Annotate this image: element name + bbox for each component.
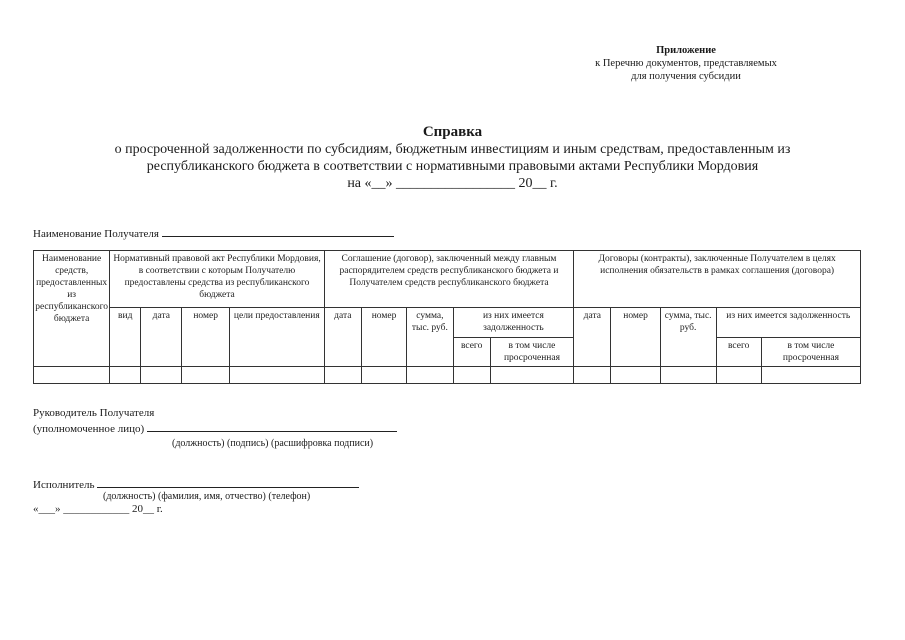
group-legal-act: Нормативный правовой акт Республики Мордовия, в соответствии с которым Получателю предоставлены средства из республиканского бюджета xyxy=(110,251,324,308)
document-date-line: на «__» _________________ 20__ г. xyxy=(347,176,558,191)
col-funds-name: Наименование средств, предоставленных из республиканского бюджета xyxy=(34,251,110,367)
signature-date-line: «___» ____________ 20__ г. xyxy=(33,503,163,515)
col-agr-sum: сумма, тыс. руб. xyxy=(407,308,453,367)
col-agr-total: всего xyxy=(453,338,490,367)
col-agr-overdue: в том числе просроченная xyxy=(490,338,574,367)
table-row-empty xyxy=(34,367,861,384)
table-cell xyxy=(660,367,716,384)
col-con-total: всего xyxy=(716,338,761,367)
document-subtitle-line-1: о просроченной задолженности по субсидиям, бюджетным инвестициям и иным средствам, предоставленным из xyxy=(114,142,791,157)
col-agr-date: дата xyxy=(324,308,361,367)
col-act-type: вид xyxy=(110,308,141,367)
document-title: Справка xyxy=(422,124,483,140)
col-agr-debt: из них имеется задолженность xyxy=(453,308,574,338)
col-con-overdue: в том числе просроченная xyxy=(761,338,860,367)
document-subtitle-line-2: республиканского бюджета в соответствии с нормативными правовыми актами Республики Мордовия xyxy=(146,159,759,174)
col-con-sum: сумма, тыс. руб. xyxy=(660,308,716,367)
recipient-field xyxy=(33,226,394,240)
col-con-date: дата xyxy=(574,308,611,367)
head-signature-line xyxy=(33,421,397,436)
table-cell xyxy=(141,367,182,384)
group-agreement: Соглашение (договор), заключенный между главным распорядителем средств республиканского бюджета и Получателем средств республиканского бюджета xyxy=(324,251,574,308)
group-contracts: Договоры (контракты), заключенные Получателем в целях исполнения обязательств в рамках соглашения (договора) xyxy=(574,251,861,308)
table-cell xyxy=(361,367,406,384)
appendix-title: Приложение xyxy=(656,45,716,56)
table-cell xyxy=(453,367,490,384)
col-agr-number: номер xyxy=(361,308,406,367)
appendix-line-1: к Перечню документов, представляемых xyxy=(595,58,777,69)
executor-caption: (должность) (фамилия, имя, отчество) (телефон) xyxy=(103,491,311,502)
col-con-number: номер xyxy=(611,308,660,367)
table-cell xyxy=(716,367,761,384)
head-signature-caption: (должность) (подпись) (расшифровка подписи) xyxy=(172,438,374,449)
executor-label: Исполнитель xyxy=(33,479,95,491)
table-cell xyxy=(407,367,453,384)
col-act-number: номер xyxy=(182,308,229,367)
document-header xyxy=(60,124,845,192)
table-cell xyxy=(110,367,141,384)
head-signature-label: Руководитель Получателя xyxy=(33,407,155,419)
appendix-line-2: для получения субсидии xyxy=(631,71,741,82)
col-act-date: дата xyxy=(141,308,182,367)
appendix-note xyxy=(560,44,812,83)
table-cell xyxy=(611,367,660,384)
table-cell xyxy=(324,367,361,384)
executor-blank xyxy=(97,477,359,488)
recipient-label: Наименование Получателя xyxy=(33,228,159,240)
table-cell xyxy=(229,367,324,384)
head-authorized-label: (уполномоченное лицо) xyxy=(33,423,145,435)
col-act-purpose: цели предоставления xyxy=(229,308,324,367)
head-signature-blank xyxy=(147,421,397,432)
recipient-blank-line xyxy=(162,226,394,237)
debt-table xyxy=(33,250,861,384)
col-con-debt: из них имеется задолженность xyxy=(716,308,861,338)
table-cell xyxy=(761,367,860,384)
table-cell xyxy=(574,367,611,384)
table-cell xyxy=(490,367,574,384)
table-cell xyxy=(182,367,229,384)
table-cell xyxy=(34,367,110,384)
